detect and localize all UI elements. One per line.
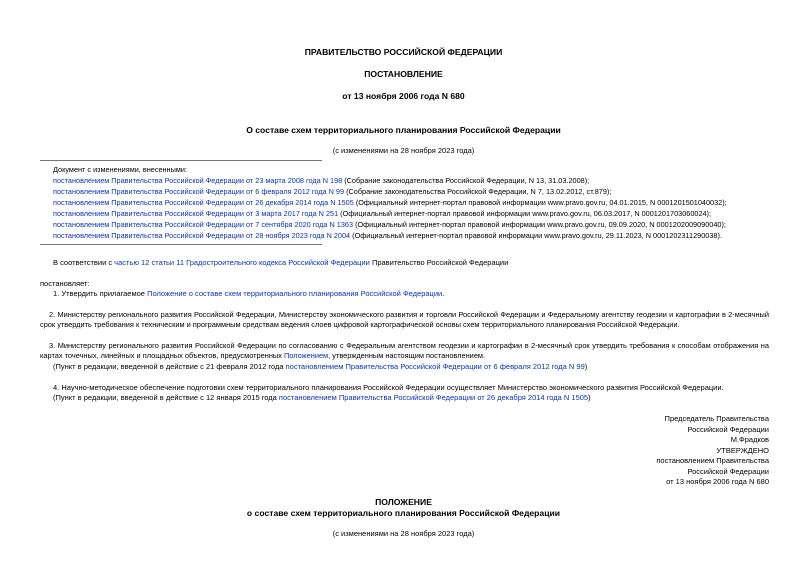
- note-text: ): [584, 362, 588, 371]
- signature-block: [656, 414, 769, 488]
- preamble: [53, 258, 508, 268]
- amendment-link[interactable]: постановлением Правительства Российской Федерации от 6 февраля 2012 года N 99: [285, 362, 585, 371]
- amendment-link[interactable]: постановлением Правительства Российской Федерации от 26 декабря 2014 года N 1505: [278, 393, 589, 402]
- approval-date: от 13 ноября 2006 года N 680: [666, 477, 769, 486]
- signature-org: Российской Федерации: [687, 424, 769, 434]
- paragraph-4: 4. Научно-методическое обеспечение подготовки схем территориального планирования Российской Федерации осуществляет Министерство экономического развития Российской Федерации.: [53, 383, 724, 392]
- changes-item-source: (Собрание законодательства Российской Федерации, N 7, 13.02.2012, ст.879);: [344, 187, 612, 196]
- note-text: (Пункт в редакции, введенной в действие с 12 января 2015 года: [53, 393, 279, 402]
- changes-item-source: (Официальный интернет-портал правовой информации www.pravo.gov.ru, 29.11.2023, N 0001202311290038).: [350, 231, 722, 240]
- signature-name: М.Фрадков: [730, 435, 769, 444]
- changes-item: [53, 220, 726, 230]
- changes-item-link[interactable]: постановлением Правительства Российской Федерации от 3 марта 2017 года N 251: [53, 209, 339, 218]
- changes-item-source: (Официальный интернет-портал правовой информации www.pravo.gov.ru, 04.01.2015, N 0001201501040032);: [353, 198, 727, 207]
- note-text: (Пункт в редакции, введенной в действие с 21 февраля 2012 года: [53, 362, 286, 371]
- paragraph-text: , утвержденным настоящим постановлением.: [328, 351, 486, 360]
- paragraph-1: [53, 289, 444, 299]
- changes-item: [53, 176, 589, 186]
- changes-intro: Документ с изменениями, внесенными:: [53, 165, 187, 174]
- regulation-link[interactable]: Положение о составе схем территориального планирования Российской Федерации: [147, 289, 443, 298]
- paragraph-text: 1. Утвердить прилагаемое: [53, 289, 148, 298]
- changes-item-source: (Собрание законодательства Российской Федерации, N 13, 31.03.2008);: [342, 176, 590, 185]
- changes-item-link[interactable]: постановлением Правительства Российской Федерации от 28 ноября 2023 года N 2004: [53, 231, 351, 240]
- divider-top: [40, 160, 322, 161]
- paragraph-text: 3. Министерству регионального развития Российской Федерации по согласованию с Федеральным агентством геодезии и картографии в 2-месячный срок утвердить требования к способам отображения на картах точечных, линейных и площадных объектов, предусмотренных: [40, 341, 769, 360]
- paragraph-2: 2. Министерству регионального развития Российской Федерации, Министерству экономического развития и торговли Российской Федерации и Федеральному агентству геодезии и картографии в 2-месячный срок утвердить требования к техническим и программным средствам ведения слоев цифровой картографической основы схем территориального планирования Российской Федерации.: [40, 310, 769, 329]
- approval-stamp: УТВЕРЖДЕНО: [716, 445, 769, 455]
- approval-line: Российской Федерации: [687, 466, 769, 476]
- changes-item-source: (Официальный интернет-портал правовой информации www.pravo.gov.ru, 06.03.2017, N 0001201703060024);: [338, 209, 712, 218]
- changes-item: [53, 198, 727, 208]
- changes-item: [53, 187, 611, 197]
- divider-bottom: [40, 244, 322, 245]
- regulation-link[interactable]: Положением: [284, 351, 329, 360]
- document-type: ПОСТАНОВЛЕНИЕ: [364, 69, 443, 79]
- regulation-subtitle: о составе схем территориального планирования Российской Федерации: [246, 508, 561, 518]
- changes-item-link[interactable]: постановлением Правительства Российской Федерации от 23 марта 2008 года N 198: [53, 176, 343, 185]
- changes-item-source: (Официальный интернет-портал правовой информации www.pravo.gov.ru, 09.09.2020, N 0001202009090040);: [353, 220, 726, 229]
- resolves-word: постановляет:: [40, 279, 90, 288]
- paragraph-4-note: [53, 393, 591, 403]
- note-text: ): [588, 393, 591, 402]
- regulation-amendment-note: (с изменениями на 28 ноября 2023 года): [332, 529, 475, 538]
- paragraph-3-note: [53, 362, 587, 372]
- changes-item-link[interactable]: постановлением Правительства Российской Федерации от 26 декабря 2014 года N 1505: [53, 198, 354, 207]
- approval-line: постановлением Правительства: [656, 456, 769, 465]
- preamble-text: В соответствии с: [53, 258, 115, 267]
- preamble-text: Правительство Российской Федерации: [369, 258, 509, 267]
- changes-item: [53, 209, 711, 219]
- paragraph-3: [40, 341, 769, 361]
- government-name: ПРАВИТЕЛЬСТВО РОССИЙСКОЙ ФЕДЕРАЦИИ: [304, 47, 503, 57]
- code-link[interactable]: частью 12 статьи 11 Градостроительного кодекса Российской Федерации: [114, 258, 370, 267]
- document-date: от 13 ноября 2006 года N 680: [342, 91, 465, 101]
- amendment-note: (с изменениями на 28 ноября 2023 года): [332, 146, 475, 155]
- changes-item-link[interactable]: постановлением Правительства Российской Федерации от 6 февраля 2012 года N 99: [53, 187, 345, 196]
- changes-item: [53, 231, 722, 241]
- changes-item-link[interactable]: постановлением Правительства Российской Федерации от 7 сентября 2020 года N 1363: [53, 220, 354, 229]
- signature-title: Председатель Правительства: [664, 414, 769, 423]
- regulation-title: ПОЛОЖЕНИЕ: [375, 497, 432, 507]
- document-title: О составе схем территориального планирования Российской Федерации: [246, 125, 561, 135]
- paragraph-text: .: [442, 289, 445, 298]
